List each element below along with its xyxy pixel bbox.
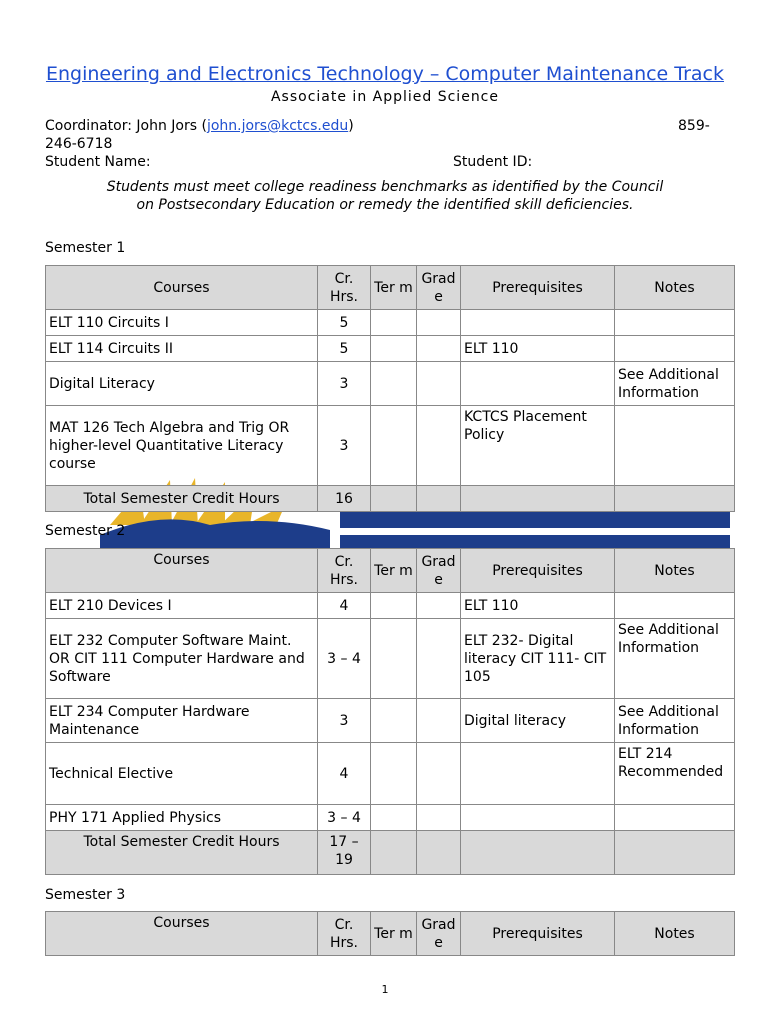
prerequisites: KCTCS Placement Policy (461, 406, 615, 486)
credit-hours: 5 (318, 310, 371, 336)
header-courses: Courses (46, 912, 318, 956)
document-subtitle: Associate in Applied Science (270, 89, 499, 105)
term-cell[interactable] (371, 336, 417, 362)
course-name: ELT 114 Circuits II (46, 336, 318, 362)
course-name: Digital Literacy (46, 362, 318, 406)
semester-3-label: Semester 3 (45, 887, 126, 903)
credit-hours: 3 (318, 406, 371, 486)
credit-hours: 3 – 4 (318, 619, 371, 699)
student-name-label: Student Name: (45, 154, 151, 170)
credit-hours: 5 (318, 336, 371, 362)
document-title: Engineering and Electronics Technology – Computer Maintenance Track (45, 63, 725, 85)
header-prerequisites: Prerequisites (461, 266, 615, 310)
semester-1-label: Semester 1 (45, 240, 126, 256)
grade-cell[interactable] (417, 310, 461, 336)
table-row (46, 699, 735, 743)
page-number: 1 (381, 983, 389, 996)
header-term: Ter m (371, 549, 417, 593)
course-name: ELT 234 Computer Hardware Maintenance (46, 699, 318, 743)
total-label: Total Semester Credit Hours (46, 831, 318, 875)
phone-part1: 859- (678, 118, 710, 134)
coordinator-email-link[interactable]: john.jors@kctcs.edu (206, 118, 349, 134)
header-term: Ter m (371, 266, 417, 310)
header-notes: Notes (615, 912, 735, 956)
notes (615, 593, 735, 619)
header-courses: Courses (46, 266, 318, 310)
notes (615, 310, 735, 336)
term-cell[interactable] (371, 362, 417, 406)
header-grade: Grad e (417, 912, 461, 956)
coordinator-suffix: ) (348, 118, 354, 134)
notes: See Additional Information (615, 619, 735, 699)
semester-2-table (45, 548, 735, 875)
term-cell[interactable] (371, 593, 417, 619)
prerequisites (461, 805, 615, 831)
grade-cell[interactable] (417, 743, 461, 805)
term-cell[interactable] (371, 743, 417, 805)
notes: ELT 214 Recommended (615, 743, 735, 805)
table-row (46, 310, 735, 336)
grade-cell[interactable] (417, 593, 461, 619)
notes (615, 805, 735, 831)
header-grade: Grad e (417, 266, 461, 310)
grade-cell[interactable] (417, 619, 461, 699)
header-term: Ter m (371, 912, 417, 956)
total-credit-hours: 17 – 19 (318, 831, 371, 875)
header-prerequisites: Prerequisites (461, 912, 615, 956)
term-cell[interactable] (371, 310, 417, 336)
table-row (46, 743, 735, 805)
header-courses: Courses (46, 549, 318, 593)
course-name: MAT 126 Tech Algebra and Trig OR higher-level Quantitative Literacy course (46, 406, 318, 486)
notes (615, 336, 735, 362)
total-row (46, 486, 735, 512)
readiness-notice: Students must meet college readiness benchmarks as identified by the Council on Postsecondary Education or remedy the identified skill deficiencies. (106, 179, 664, 213)
credit-hours: 3 – 4 (318, 805, 371, 831)
prerequisites: ELT 110 (461, 336, 615, 362)
term-cell[interactable] (371, 406, 417, 486)
coordinator-line (45, 117, 354, 135)
course-name: ELT 110 Circuits I (46, 310, 318, 336)
notes (615, 406, 735, 486)
prerequisites (461, 743, 615, 805)
grade-cell[interactable] (417, 699, 461, 743)
grade-cell[interactable] (417, 406, 461, 486)
total-label: Total Semester Credit Hours (46, 486, 318, 512)
table-row (46, 336, 735, 362)
total-credit-hours: 16 (318, 486, 371, 512)
prerequisites (461, 310, 615, 336)
table-row (46, 619, 735, 699)
grade-cell[interactable] (417, 336, 461, 362)
coordinator-label: Coordinator: John Jors ( (45, 118, 207, 134)
header-notes: Notes (615, 266, 735, 310)
header-cr-hrs: Cr. Hrs. (318, 266, 371, 310)
semester-2-label: Semester 2 (45, 523, 126, 539)
course-name: ELT 232 Computer Software Maint. OR CIT 111 Computer Hardware and Software (46, 619, 318, 699)
credit-hours: 3 (318, 362, 371, 406)
table-row (46, 593, 735, 619)
table-row (46, 362, 735, 406)
grade-cell[interactable] (417, 805, 461, 831)
prerequisites (461, 362, 615, 406)
course-name: Technical Elective (46, 743, 318, 805)
phone-part2: 246-6718 (45, 136, 113, 152)
notes: See Additional Information (615, 362, 735, 406)
course-name: ELT 210 Devices I (46, 593, 318, 619)
credit-hours: 3 (318, 699, 371, 743)
header-cr-hrs: Cr. Hrs. (318, 549, 371, 593)
total-row (46, 831, 735, 875)
term-cell[interactable] (371, 619, 417, 699)
prerequisites: ELT 110 (461, 593, 615, 619)
header-notes: Notes (615, 549, 735, 593)
credit-hours: 4 (318, 743, 371, 805)
semester-1-table (45, 265, 735, 512)
semester-3-table (45, 911, 735, 956)
table-row (46, 805, 735, 831)
student-id-label: Student ID: (453, 154, 533, 170)
term-cell[interactable] (371, 805, 417, 831)
term-cell[interactable] (371, 699, 417, 743)
table-row (46, 406, 735, 486)
course-name: PHY 171 Applied Physics (46, 805, 318, 831)
header-prerequisites: Prerequisites (461, 549, 615, 593)
credit-hours: 4 (318, 593, 371, 619)
header-grade: Grad e (417, 549, 461, 593)
header-cr-hrs: Cr. Hrs. (318, 912, 371, 956)
prerequisites: Digital literacy (461, 699, 615, 743)
notes: See Additional Information (615, 699, 735, 743)
prerequisites: ELT 232- Digital literacy CIT 111- CIT 105 (461, 619, 615, 699)
grade-cell[interactable] (417, 362, 461, 406)
